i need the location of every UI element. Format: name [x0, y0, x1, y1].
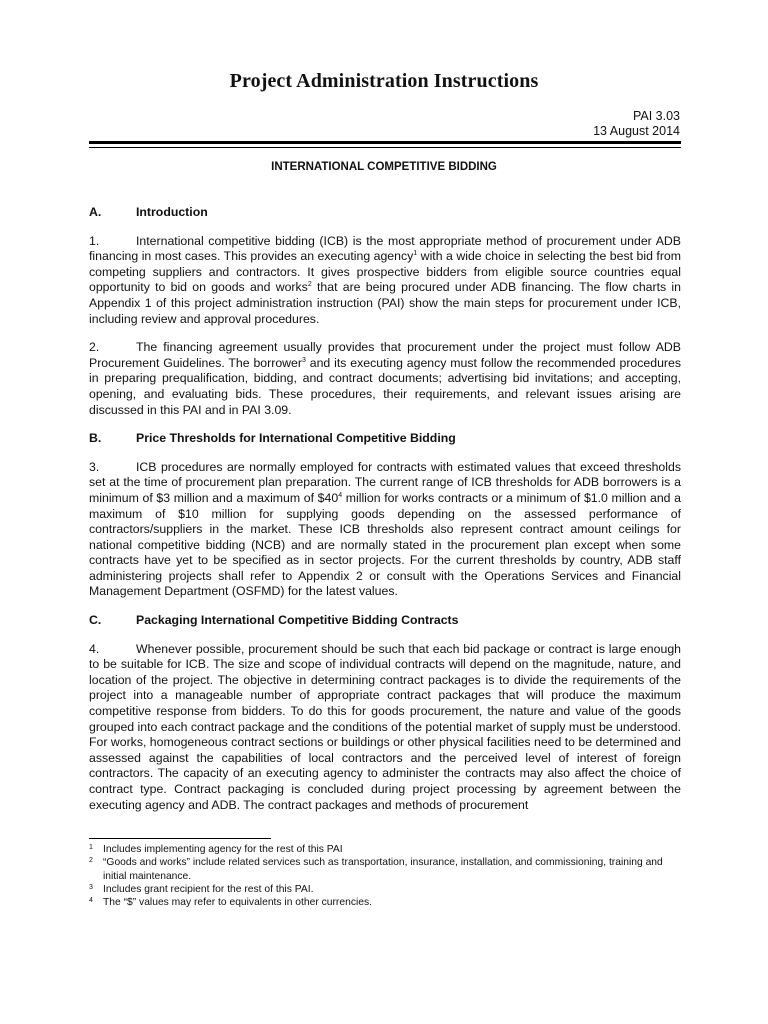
footnotes	[89, 843, 689, 909]
paragraph-text: million for works contracts or a minimum of $1.0 million and a maximum of $10 million for supplying goods depending on the assessed performance of contractors/suppliers in the market. These ICB thresholds also represent contract amount ceilings for national competitive bidding (NCB) and are normally stated in the procurement plan except when some contracts have yet to be specified as in sector projects. For the current thresholds by country, ADB staff administering projects shall refer to Appendix 2 or consult with the Operations Services and Financial Management Department (OSFMD) for the latest values.	[89, 490, 681, 599]
page-title: Project Administration Instructions	[229, 70, 539, 92]
paragraph-text: and its executing agency must follow the recommended procedures in preparing prequalification, bidding, and contract documents; advertising bid invitations; and accepting, opening, and evaluating bids. These procedures, their requirements, and relevant issues arising are discussed in this PAI and in PAI 3.09.	[89, 355, 681, 417]
footnote-item	[89, 843, 689, 856]
footnote-text: Includes grant recipient for the rest of this PAI.	[103, 883, 314, 895]
paragraph-text: Whenever possible, procurement should be such that each bid package or contract is large enough to be suitable for ICB. The size and scope of individual contracts will depend on the magnitude, nature, and location of the project. The objective in determining contract packages is to divide the requirements of the project into a manageable number of appropriate contract packages that will produce the maximum competitive response from bidders. To do this for goods procurement, the nature and value of the goods grouped into each contract package and the conditions of the potential market of supply must be understood. For works, homogeneous contract sections or buildings or other physical facilities need to be determined and assessed against the capabilities of local contractors and the perceived level of interest of foreign contractors. The capacity of an executing agency to administer the contracts may also affect the choice of contract type. Contract packaging is concluded during project processing by agreement between the executing agency and ADB. The contract packages and methods of procurement	[89, 641, 681, 812]
paragraph-text: that are being procured under ADB financing. The flow charts in Appendix 1 of this project administration instruction (PAI) show the main steps for procurement under ICB, including review and approval procedures.	[89, 280, 681, 326]
paragraph-text: ICB procedures are normally employed for contracts with estimated values that exceed thresholds set at the time of procurement plan preparation. The current range of ICB thresholds for ADB borrowers is a minimum of $3 million and a maximum of $40	[89, 459, 681, 505]
footnote-text: The “$” values may refer to equivalents in other currencies.	[103, 897, 372, 909]
paragraph-text: The financing agreement usually provides that procurement under the project must follow ADB Procurement Guidelines. The borrower	[89, 340, 681, 370]
section-letter: C.	[89, 613, 102, 628]
paragraph-number: 1.	[89, 233, 100, 248]
footnote-text: “Goods and works” include related services such as transportation, insurance, installation, and commissioning, training and initial maintenance.	[103, 857, 663, 882]
section-title: Introduction	[136, 205, 208, 219]
paragraph-number: 3.	[89, 459, 100, 474]
footnote-item	[89, 856, 689, 883]
document-date: 13 August 2014	[593, 124, 680, 138]
section-letter: A.	[89, 205, 102, 219]
document-heading: INTERNATIONAL COMPETITIVE BIDDING	[271, 161, 497, 173]
paragraph-4	[89, 642, 681, 814]
footnote-ref[interactable]: 4	[338, 491, 343, 499]
section-heading-c	[89, 613, 681, 629]
section-letter: B.	[89, 431, 102, 446]
footnote-number: 1	[89, 844, 93, 851]
footnote-ref[interactable]: 1	[413, 250, 418, 258]
section-title: Price Thresholds for International Competitive Bidding	[136, 431, 456, 446]
footnote-text: Includes implementing agency for the rest of this PAI	[103, 844, 343, 855]
footnote-ref[interactable]: 2	[307, 281, 312, 289]
footnote-item	[89, 896, 689, 909]
header-rule-thin	[89, 147, 681, 148]
header-rule-thick	[89, 141, 681, 144]
paragraph-number: 2.	[89, 340, 100, 355]
paragraph-text: with a wide choice in selecting the best bid from competing suppliers and contractors. It gives prospective bidders from eligible source countries equal opportunity to bid on goods and works	[89, 249, 681, 295]
section-heading-a	[89, 205, 681, 221]
footnote-number: 2	[89, 857, 93, 865]
footnote-number: 4	[89, 897, 93, 905]
pai-number: PAI 3.03	[632, 109, 680, 123]
footnote-number: 3	[89, 883, 93, 891]
paragraph-text: International competitive bidding (ICB) is the most appropriate method of procurement under ADB financing in most cases. This provides an executing agency	[89, 233, 681, 264]
document-body	[89, 205, 681, 826]
paragraph-2	[89, 340, 681, 418]
paragraph-3	[89, 460, 681, 600]
section-heading-b	[89, 431, 681, 447]
paragraph-1	[89, 234, 681, 328]
footnote-ref[interactable]: 3	[301, 356, 306, 364]
footnote-item	[89, 883, 689, 896]
paragraph-number: 4.	[89, 641, 100, 656]
document-meta	[593, 109, 680, 139]
section-title: Packaging International Competitive Bidding Contracts	[136, 613, 459, 628]
footnote-separator	[89, 838, 271, 839]
